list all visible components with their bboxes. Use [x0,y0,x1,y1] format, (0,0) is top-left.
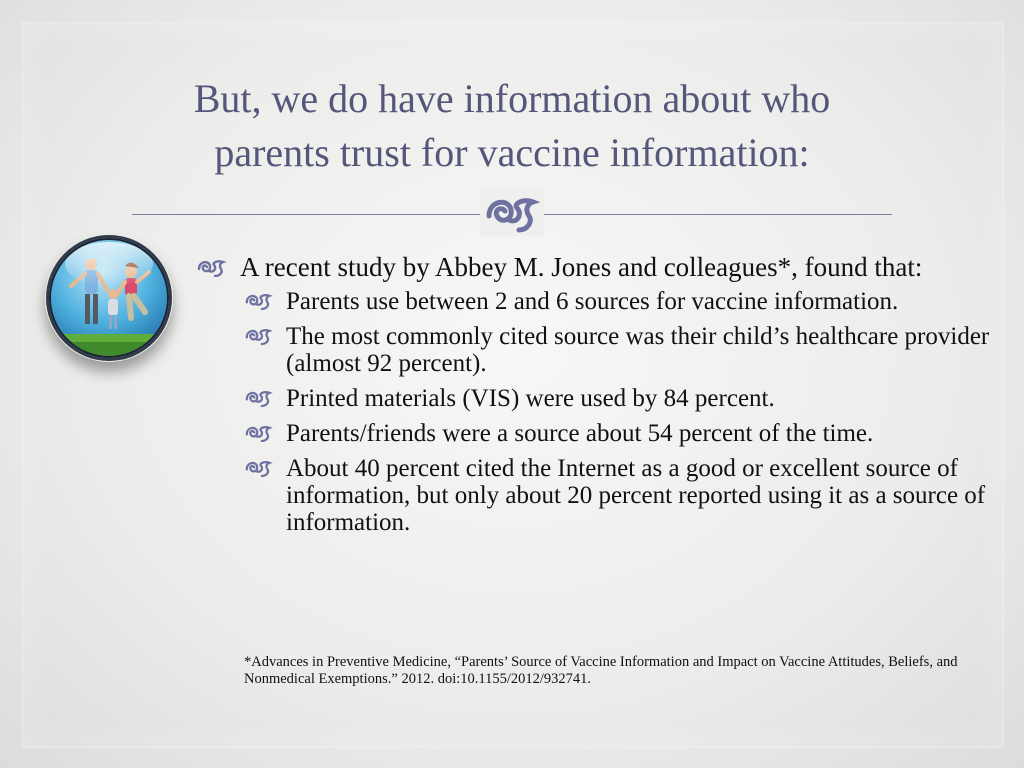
main-bullet-text: A recent study by Abbey M. Jones and colleagues*, found that: [240,252,923,282]
title-line-1: But, we do have information about who [193,76,831,121]
sub-bullet-text: Parents use between 2 and 6 sources for vaccine information. [286,288,899,315]
list-item [196,288,1016,315]
list-item [196,323,1016,377]
main-bullet [196,252,1016,282]
swirl-bullet-icon [244,458,274,477]
slide-body [196,252,1016,544]
sub-bullet-text: The most commonly cited source was their child’s healthcare provider (almost 92 percent). [286,323,990,377]
list-item [196,455,1016,536]
swirl-bullet-icon [244,423,274,442]
sub-bullet-text: Printed materials (VIS) were used by 84 percent. [286,385,775,412]
swirl-bullet-icon [244,388,274,407]
swirl-bullet-icon [196,257,228,277]
sub-bullet-text: Parents/friends were a source about 54 percent of the time. [286,420,874,447]
footnote: *Advances in Preventive Medicine, “Parents’ Source of Vaccine Information and Impact on Vaccine Attitudes, Beliefs, and Nonmedical Exemptions.” 2012. doi:10.1155/2012/932741. [244,654,958,687]
swirl-bullet-icon [244,326,274,345]
sub-bullet-list [196,288,1016,536]
family-jumping-photo [45,234,173,362]
swirl-bullet-icon [244,291,274,310]
title-line-2: parents trust for vaccine information: [214,130,810,175]
list-item [196,385,1016,412]
swirl-ornament-icon [480,188,544,236]
slide-title [60,72,964,180]
sub-bullet-text: About 40 percent cited the Internet as a good or excellent source of information, but only about 20 percent reported using it as a source of information. [286,455,986,536]
list-item [196,420,1016,447]
